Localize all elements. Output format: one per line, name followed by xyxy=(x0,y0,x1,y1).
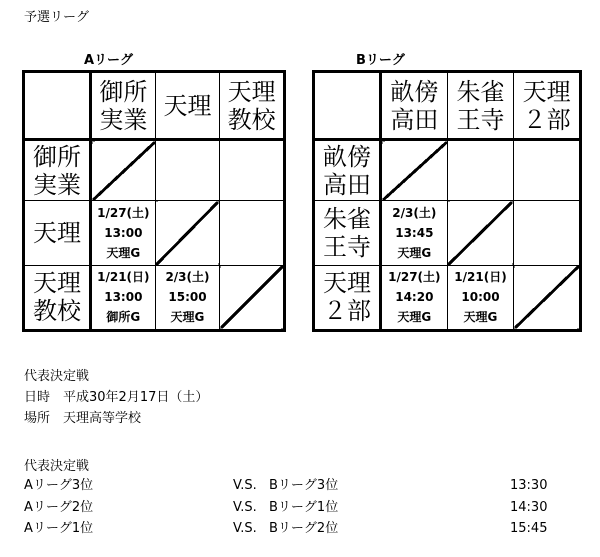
league-a-game-cell xyxy=(220,140,285,201)
league-b-col-header-line: 畝傍 xyxy=(390,77,439,106)
league-b-row xyxy=(314,265,581,330)
match-vs: V.S. xyxy=(233,500,257,515)
league-a-col-header-line: 教校 xyxy=(227,105,276,134)
league-b-corner-cell xyxy=(314,72,381,140)
game-venue: 天理G xyxy=(170,310,205,325)
match-time: 15:45 xyxy=(510,521,548,536)
league-a-row-header xyxy=(24,140,91,201)
league-a-col-header-line: 天理 xyxy=(227,77,276,106)
final-place: 場所 天理高等学校 xyxy=(24,411,142,426)
league-a-row xyxy=(24,265,285,330)
league-b-row-header-line: 畝傍 xyxy=(323,142,371,171)
league-b-col-header-line: 天理 xyxy=(522,77,571,106)
league-a-row-header-line: 天理 xyxy=(33,218,81,247)
game-date: 2/3(土) xyxy=(392,205,437,220)
match-home: Aリーグ2位 xyxy=(24,500,94,515)
schedule-heading: 代表決定戦 xyxy=(24,459,90,474)
league-b-col-header-line: 高田 xyxy=(390,105,439,134)
league-b-col-header xyxy=(514,72,581,140)
league-a-diagonal-cell xyxy=(155,201,220,265)
league-b-row xyxy=(314,201,581,265)
game-time: 13:00 xyxy=(104,225,143,240)
league-a-col-header xyxy=(91,72,156,140)
league-b-game-cell xyxy=(514,140,581,201)
game-date: 1/27(土) xyxy=(388,270,441,285)
league-b-game-cell xyxy=(514,201,581,265)
league-b-game-cell xyxy=(447,140,514,201)
league-a-corner-cell xyxy=(24,72,91,140)
match-time: 13:30 xyxy=(510,478,548,493)
league-a-row xyxy=(24,140,285,201)
league-a-row xyxy=(24,201,285,265)
match-time: 14:30 xyxy=(510,500,548,515)
final-date: 日時 平成30年2月17日（土） xyxy=(24,390,209,405)
match-vs: V.S. xyxy=(233,521,257,536)
league-a-label: Aリーグ xyxy=(84,53,134,68)
final-heading: 代表決定戦 xyxy=(24,369,90,384)
league-a-game-cell xyxy=(91,201,156,265)
league-a-col-header-line: 御所 xyxy=(99,77,148,106)
game-venue: 天理G xyxy=(463,310,498,325)
league-a-row-header-line: 実業 xyxy=(33,170,81,199)
game-venue: 天理G xyxy=(106,245,141,260)
league-a-diagonal-cell xyxy=(220,265,285,330)
game-venue: 御所G xyxy=(106,310,141,325)
league-b-row-header-line: 朱雀 xyxy=(323,204,371,233)
game-time: 13:45 xyxy=(395,225,434,240)
league-a-game-cell xyxy=(155,265,220,330)
game-date: 2/3(土) xyxy=(165,270,210,285)
league-b-game-cell xyxy=(381,201,448,265)
match-home: Aリーグ1位 xyxy=(24,521,94,536)
league-b-game-cell xyxy=(381,265,448,330)
league-b-table xyxy=(312,70,582,332)
match-away: Bリーグ1位 xyxy=(269,500,339,515)
league-a-row-header-line: 天理 xyxy=(33,269,81,298)
game-venue: 天理G xyxy=(397,245,432,260)
game-time: 14:20 xyxy=(395,290,434,305)
league-b-row-header-line: 王寺 xyxy=(323,232,371,261)
league-a-table xyxy=(22,70,286,332)
game-venue: 天理G xyxy=(397,310,432,325)
league-a-col-header-line: 実業 xyxy=(99,105,148,134)
league-b-diagonal-cell xyxy=(514,265,581,330)
league-b-col-header-line: 王寺 xyxy=(456,105,505,134)
league-b-row-header-line: 天理 xyxy=(323,269,371,298)
league-b-row xyxy=(314,140,581,201)
league-b-diagonal-cell xyxy=(447,201,514,265)
league-b-col-header xyxy=(381,72,448,140)
league-a-row-header xyxy=(24,201,91,265)
match-vs: V.S. xyxy=(233,478,257,493)
league-b-row-header xyxy=(314,201,381,265)
game-date: 1/27(土) xyxy=(97,205,150,220)
match-away: Bリーグ3位 xyxy=(269,478,339,493)
league-b-game-cell xyxy=(447,265,514,330)
game-time: 13:00 xyxy=(104,290,143,305)
game-time: 15:00 xyxy=(168,290,207,305)
league-b-diagonal-cell xyxy=(381,140,448,201)
league-a-row-header xyxy=(24,265,91,330)
match-away: Bリーグ2位 xyxy=(269,521,339,536)
league-a-row-header-line: 教校 xyxy=(33,297,81,326)
league-b-col-header-line: ２部 xyxy=(522,105,571,134)
league-a-game-cell xyxy=(220,201,285,265)
match-home: Aリーグ3位 xyxy=(24,478,94,493)
league-b-label: Bリーグ xyxy=(356,53,405,68)
game-time: 10:00 xyxy=(461,290,500,305)
game-date: 1/21(日) xyxy=(454,270,507,285)
game-date: 1/21(日) xyxy=(97,270,150,285)
league-b-col-header xyxy=(447,72,514,140)
league-a-game-cell xyxy=(91,265,156,330)
league-a-col-header-line: 天理 xyxy=(163,91,212,120)
page-title: 予選リーグ xyxy=(24,10,90,25)
league-b-row-header-line: 高田 xyxy=(323,170,371,199)
league-b-col-header-line: 朱雀 xyxy=(456,77,505,106)
league-a-diagonal-cell xyxy=(91,140,156,201)
league-b-row-header-line: ２部 xyxy=(323,297,371,326)
league-b-row-header xyxy=(314,140,381,201)
league-a-game-cell xyxy=(155,140,220,201)
league-a-col-header xyxy=(220,72,285,140)
league-a-col-header xyxy=(155,72,220,140)
league-a-row-header-line: 御所 xyxy=(33,142,81,171)
league-b-row-header xyxy=(314,265,381,330)
